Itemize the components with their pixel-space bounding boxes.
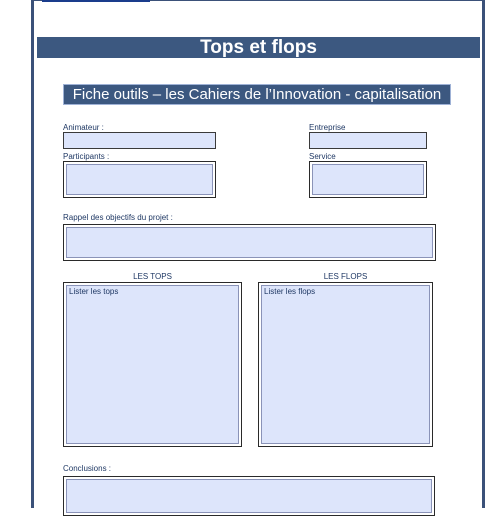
rappel-label: Rappel des objectifs du projet : [63, 213, 173, 222]
service-label: Service [309, 152, 336, 161]
animateur-field[interactable] [63, 132, 216, 149]
rappel-objectifs-field[interactable] [63, 224, 436, 261]
service-field[interactable] [309, 161, 427, 198]
flops-column-title: LES FLOPS [323, 272, 368, 281]
conclusions-field[interactable] [63, 476, 435, 516]
entreprise-field[interactable] [309, 132, 427, 149]
top-link-underline[interactable] [42, 0, 150, 2]
conclusions-label: Conclusions : [63, 464, 112, 473]
participants-label: Participants : [63, 152, 110, 161]
entreprise-label: Entreprise [309, 123, 346, 132]
subtitle-text: Fiche outils – les Cahiers de l’Innovation - capitalisation [72, 86, 442, 103]
banner-title [37, 37, 480, 58]
tops-placeholder: Lister les tops [69, 287, 119, 296]
banner-title-text: Tops et flops [200, 36, 317, 58]
tops-column-title: LES TOPS [133, 272, 172, 281]
flops-field[interactable] [258, 282, 433, 447]
tops-field[interactable] [63, 282, 242, 447]
subtitle-bar [63, 84, 451, 105]
flops-placeholder: Lister les flops [264, 287, 316, 296]
participants-field[interactable] [63, 161, 216, 198]
animateur-label: Animateur : [63, 123, 104, 132]
